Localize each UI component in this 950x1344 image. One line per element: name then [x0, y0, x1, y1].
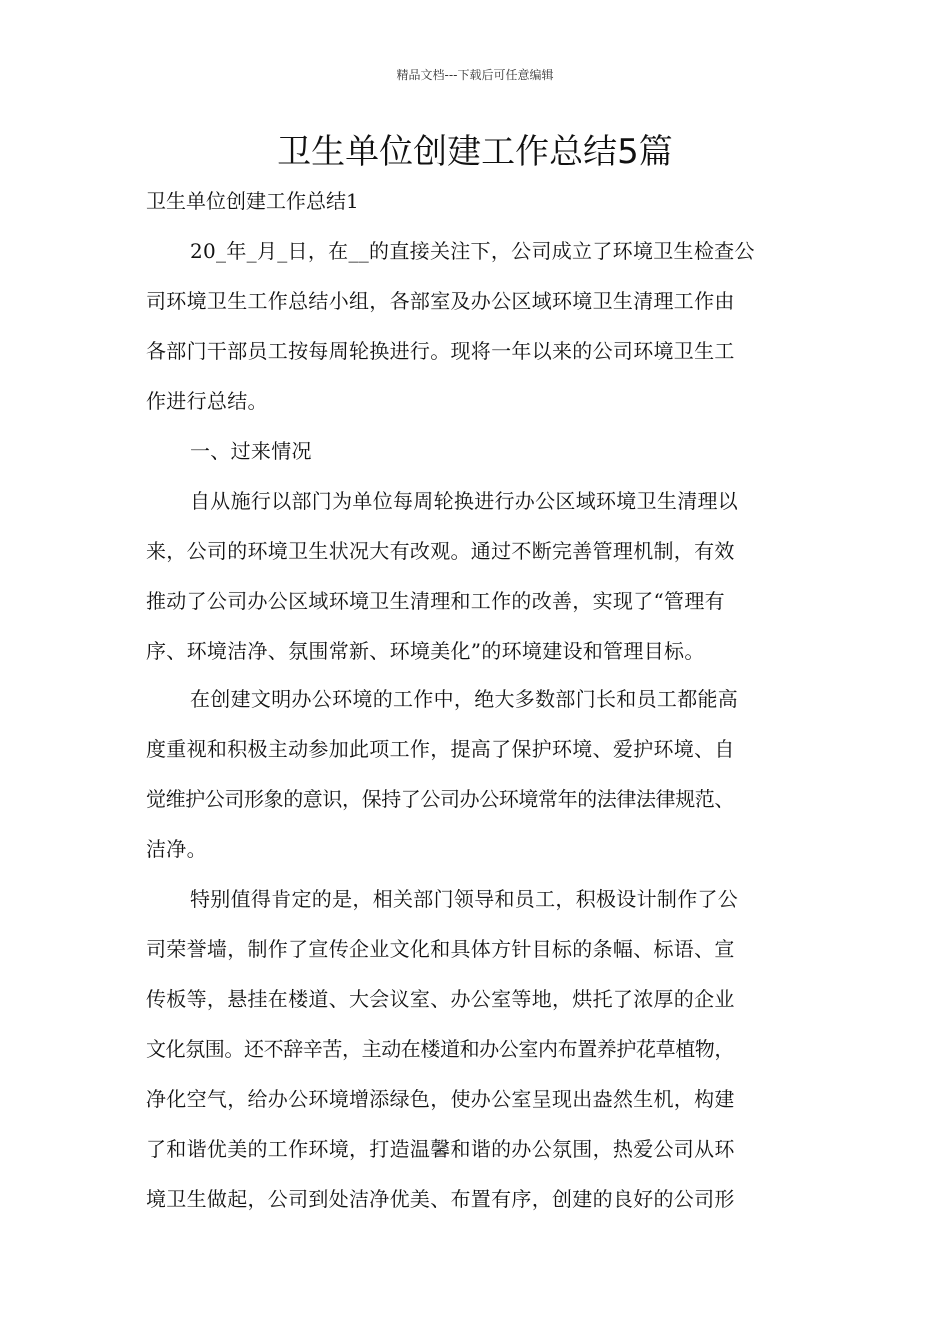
paragraph-4-line-2: 司荣誉墙，制作了宣传企业文化和具体方针目标的条幅、标语、宣: [146, 937, 735, 961]
paragraph-2-line-1: 自从施行以部门为单位每周轮换进行办公区域环境卫生清理以: [190, 489, 739, 513]
paragraph-2-line-3: 推动了公司办公区域环境卫生清理和工作的改善，实现了“管理有: [146, 589, 725, 613]
paragraph-3-line-4: 洁净。: [146, 837, 207, 861]
paragraph-4-line-4: 文化氛围。还不辞辛苦，主动在楼道和办公室内布置养护花草植物，: [146, 1037, 734, 1061]
paragraph-1-line-1: 20_年_月_日，在__的直接关注下，公司成立了环境卫生检查公: [190, 239, 755, 263]
document-title: 卫生单位创建工作总结5篇: [277, 132, 673, 172]
paragraph-4-line-1: 特别值得肯定的是，相关部门领导和员工，积极设计制作了公: [190, 887, 739, 911]
subheading-past-situation: 一、过来情况: [190, 439, 312, 463]
paragraph-4-line-5: 净化空气，给办公环境增添绿色，使办公室呈现出盎然生机，构建: [146, 1087, 735, 1111]
paragraph-4-line-6: 了和谐优美的工作环境，打造温馨和谐的办公氛围，热爱公司从环: [146, 1137, 735, 1161]
paragraph-1-line-4: 作进行总结。: [146, 389, 268, 413]
paragraph-4-line-7: 境卫生做起，公司到处洁净优美、布置有序，创建的良好的公司形: [146, 1187, 735, 1211]
paragraph-2-line-2: 来，公司的环境卫生状况大有改观。通过不断完善管理机制，有效: [146, 539, 735, 563]
paragraph-3-line-2: 度重视和积极主动参加此项工作，提高了保护环境、爱护环境、自: [146, 737, 735, 761]
paragraph-4-line-3: 传板等，悬挂在楼道、大会议室、办公室等地，烘托了浓厚的企业: [146, 987, 735, 1011]
header-note: 精品文档---下载后可任意编辑: [396, 68, 554, 82]
paragraph-3-line-1: 在创建文明办公环境的工作中，绝大多数部门长和员工都能高: [190, 687, 739, 711]
paragraph-2-line-4: 序、环境洁净、氛围常新、环境美化”的环境建设和管理目标。: [146, 639, 705, 663]
section-heading: 卫生单位创建工作总结1: [146, 189, 359, 213]
paragraph-3-line-3: 觉维护公司形象的意识，保持了公司办公环境常年的法律法律规范、: [146, 787, 734, 811]
paragraph-1-line-2: 司环境卫生工作总结小组，各部室及办公区域环境卫生清理工作由: [146, 289, 735, 313]
paragraph-1-line-3: 各部门干部员工按每周轮换进行。现将一年以来的公司环境卫生工: [146, 339, 735, 363]
